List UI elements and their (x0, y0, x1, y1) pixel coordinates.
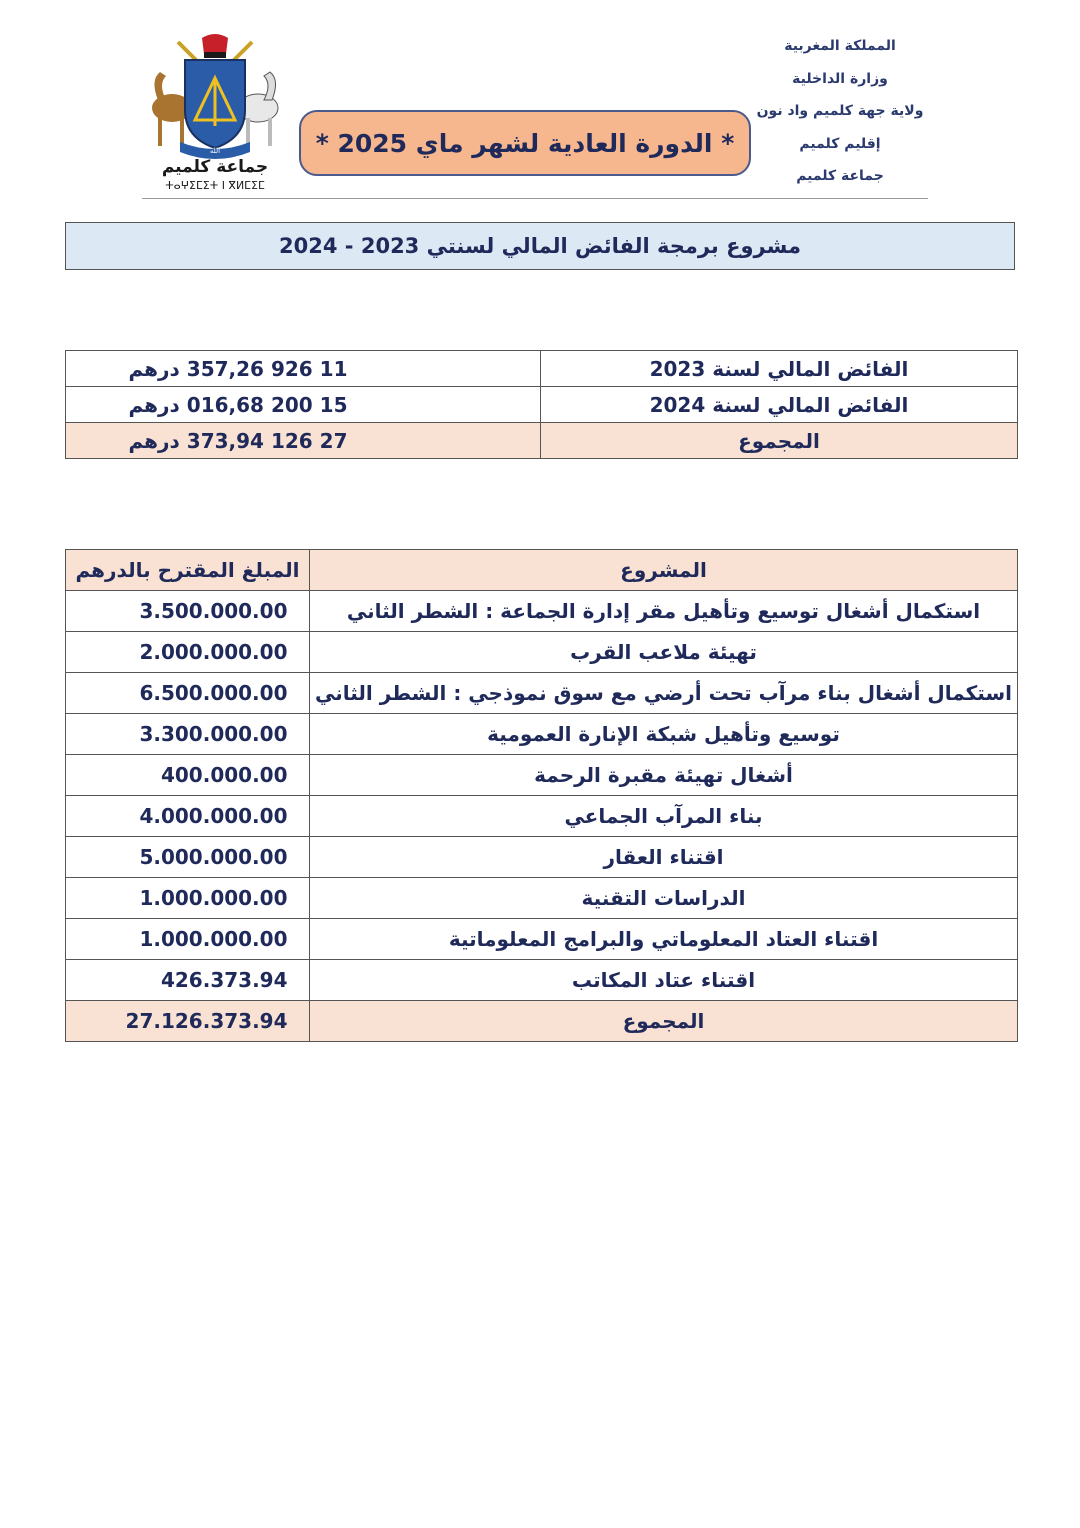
project-name: بناء المرآب الجماعي (310, 796, 1018, 837)
project-amount: 3.500.000.00 (139, 599, 288, 623)
surplus-total-amount: 27 126 373,94 درهم (128, 428, 348, 453)
admin-line-ministry: وزارة الداخلية (792, 70, 888, 87)
svg-text:الله: الله (209, 147, 221, 155)
project-name: استكمال أشغال توسيع وتأهيل مقر إدارة الجماعة : الشطر الثاني (310, 591, 1018, 632)
project-name: اقتناء عتاد المكاتب (310, 960, 1018, 1001)
table-total-row (66, 1001, 1018, 1042)
surplus-amount-cell (66, 387, 541, 423)
table-total-row (66, 423, 1018, 459)
project-amount: 1.000.000.00 (139, 927, 288, 951)
header-project: المشروع (310, 550, 1018, 591)
project-amount-cell (66, 591, 310, 632)
table-header-row (66, 550, 1018, 591)
surplus-amount: 15 200 016,68 درهم (128, 392, 348, 417)
project-name: توسيع وتأهيل شبكة الإنارة العمومية (310, 714, 1018, 755)
project-amount-cell (66, 960, 310, 1001)
table-row (66, 796, 1018, 837)
project-amount: 400.000.00 (160, 763, 288, 787)
table-row (66, 387, 1018, 423)
projects-table (65, 549, 1018, 1042)
document-title (65, 222, 1015, 270)
table-row (66, 960, 1018, 1001)
project-total-amount: 27.126.373.94 (125, 1009, 288, 1033)
table-row (66, 755, 1018, 796)
surplus-label: الفائض المالي لسنة 2024 (541, 387, 1018, 423)
header-amount: المبلغ المقترح بالدرهم (66, 550, 310, 591)
project-name: الدراسات التقنية (310, 878, 1018, 919)
project-name: تهيئة ملاعب القرب (310, 632, 1018, 673)
admin-line-kingdom: المملكة المغربية (784, 38, 896, 54)
table-row (66, 878, 1018, 919)
project-amount-cell (66, 837, 310, 878)
surplus-amount-cell (66, 351, 541, 387)
admin-line-province: إقليم كلميم (799, 135, 881, 152)
project-amount: 1.000.000.00 (139, 886, 288, 910)
project-amount: 426.373.94 (160, 968, 288, 992)
project-name: اقتناء العتاد المعلوماتي والبرامج المعلوماتية (310, 919, 1018, 960)
table-row (66, 714, 1018, 755)
project-amount: 5.000.000.00 (139, 845, 288, 869)
project-amount-cell (66, 796, 310, 837)
table-row (66, 919, 1018, 960)
project-amount-cell (66, 878, 310, 919)
project-amount: 4.000.000.00 (139, 804, 288, 828)
surplus-amount: 11 926 357,26 درهم (128, 356, 348, 381)
administrative-header (740, 30, 940, 193)
commune-logo (140, 30, 290, 200)
project-name: أشغال تهيئة مقبرة الرحمة (310, 755, 1018, 796)
svg-text:جماعة كلميم: جماعة كلميم (161, 157, 269, 177)
surplus-label: الفائض المالي لسنة 2023 (541, 351, 1018, 387)
project-total-amount-cell (66, 1001, 310, 1042)
project-name: اقتناء العقار (310, 837, 1018, 878)
table-row (66, 673, 1018, 714)
project-name: استكمال أشغال بناء مرآب تحت أرضي مع سوق نموذجي : الشطر الثاني (310, 673, 1018, 714)
admin-line-wilaya: ولاية جهة كلميم واد نون (756, 103, 924, 119)
admin-line-commune: جماعة كلميم (796, 168, 884, 184)
session-banner-text: * الدورة العادية لشهر ماي 2025 * (315, 128, 735, 158)
project-amount: 2.000.000.00 (139, 640, 288, 664)
project-amount-cell (66, 632, 310, 673)
table-row (66, 632, 1018, 673)
surplus-total-amount-cell (66, 423, 541, 459)
table-row (66, 351, 1018, 387)
surplus-table (65, 350, 1018, 459)
project-amount-cell (66, 673, 310, 714)
surplus-total-label: المجموع (541, 423, 1018, 459)
project-amount: 3.300.000.00 (139, 722, 288, 746)
table-row (66, 591, 1018, 632)
table-row (66, 837, 1018, 878)
project-amount-cell (66, 714, 310, 755)
project-total-label: المجموع (310, 1001, 1018, 1042)
header-divider (142, 198, 928, 199)
project-amount: 6.500.000.00 (139, 681, 288, 705)
project-amount-cell (66, 919, 310, 960)
document-title-text: مشروع برمجة الفائض المالي لسنتي 2023 - 2024 (279, 234, 801, 258)
session-banner (299, 110, 751, 176)
project-amount-cell (66, 755, 310, 796)
svg-text:ⵜⴰⵖⵉⵎⵉⵜ ⵏ ⴳⵍⵎⵉⵎ: ⵜⴰⵖⵉⵎⵉⵜ ⵏ ⴳⵍⵎⵉⵎ (165, 179, 265, 192)
